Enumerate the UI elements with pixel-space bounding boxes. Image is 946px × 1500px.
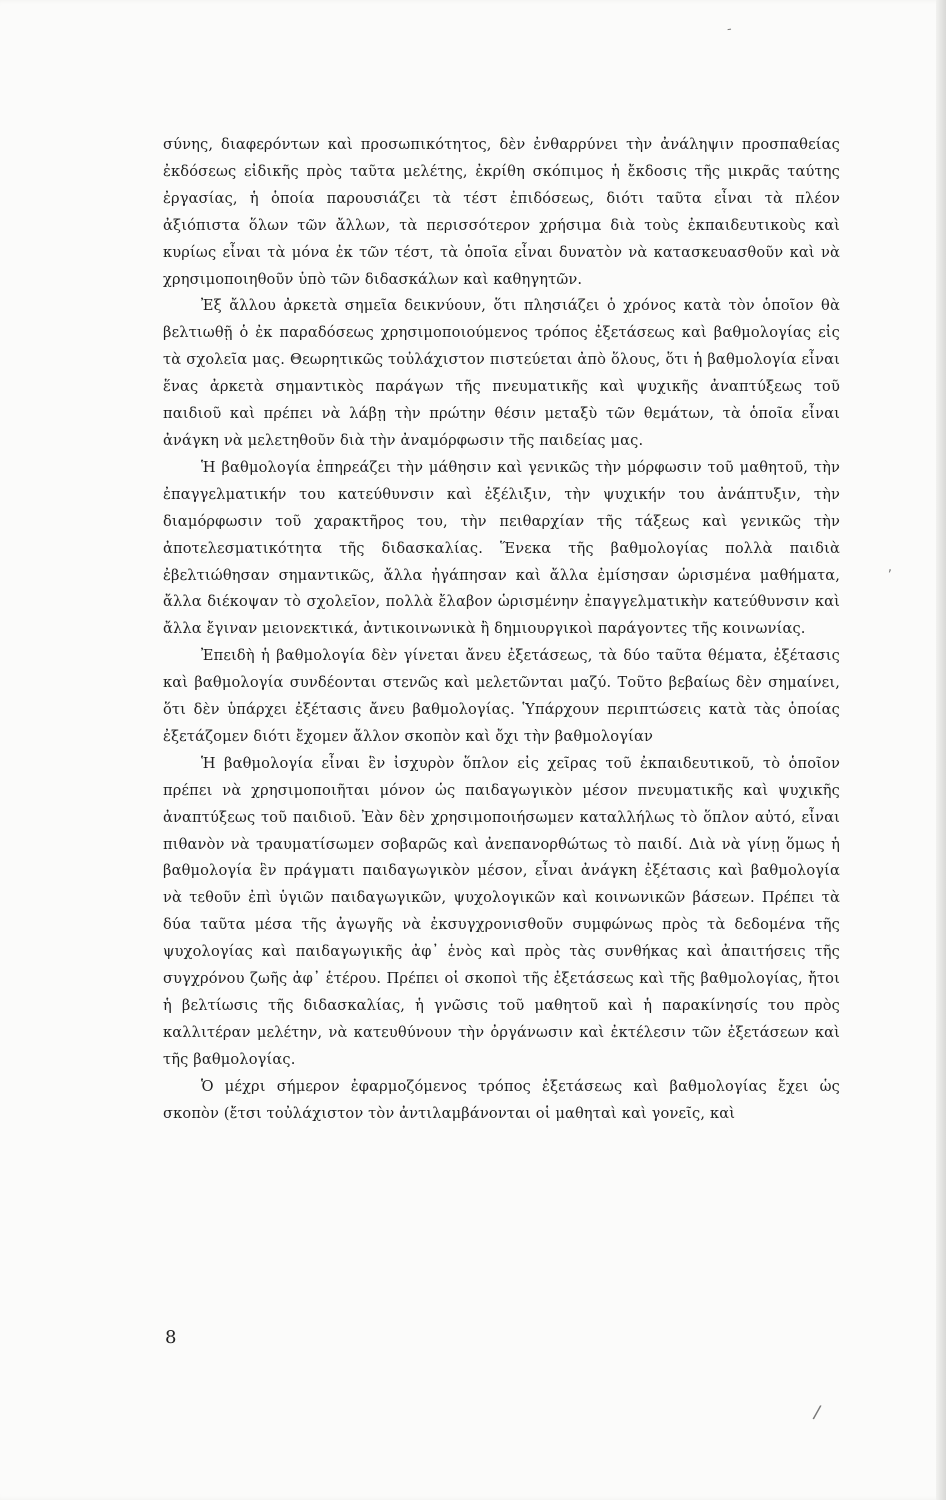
side-margin-mark: , [887, 560, 892, 575]
page-edge-shadow [936, 0, 946, 1500]
top-margin-mark: - [726, 21, 734, 38]
paragraph-4: Ἐπειδὴ ἡ βαθμολογία δὲν γίνεται ἄνευ ἐξετάσεως, τὰ δύο ταῦτα θέματα, ἐξέτασις καὶ βαθμολογία συνδέονται στενῶς καὶ μελετῶνται μαζύ. Τοῦτο βεβαίως δὲν σημαίνει, ὅτι δὲν ὑπάρχει ἐξέτασις ἄνευ βαθμολογίας. Ὑπάρχουν περιπτώσεις κατὰ τὰς ὁποίας ἐξετάζομεν διότι ἔχομεν ἄλλον σκοπὸν καὶ ὄχι τὴν βαθμολογίαν [163, 647, 840, 745]
paragraph-2: Ἐξ ἄλλου ἀρκετὰ σημεῖα δεικνύουν, ὅτι πλησιάζει ὁ χρόνος κατὰ τὸν ὁποῖον θὰ βελτιωθῇ ὁ ἐκ παραδόσεως χρησιμοποιούμενος τρόπος ἐξετάσεως καὶ βαθμολογίας εἰς τὰ σχολεῖα μας. Θεωρητικῶς τοὐλάχιστον πιστεύεται ἀπὸ ὅλους, ὅτι ἡ βαθμολογία εἶναι ἕνας ἀρκετὰ σημαντικὸς παράγων τῆς πνευματικῆς καὶ ψυχικῆς ἀναπτύξεως τοῦ παιδιοῦ καὶ πρέπει νὰ λάβῃ τὴν πρώτην θέσιν μεταξὺ τῶν θεμάτων, τὰ ὁποῖα εἶναι ἀνάγκη νὰ μελετηθοῦν διὰ τὴν ἀναμόρφωσιν τῆς παιδείας μας. [163, 297, 840, 449]
body-text [163, 132, 840, 1128]
page-number: 8 [165, 1327, 177, 1348]
paragraph-5: Ἡ βαθμολογία εἶναι ἓν ἰσχυρὸν ὅπλον εἰς χεῖρας τοῦ ἐκπαιδευτικοῦ, τὸ ὁποῖον πρέπει νὰ χρησιμοποιῆται μόνον ὡς παιδαγωγικὸν μέσον πνευματικῆς καὶ ψυχικῆς ἀναπτύξεως τοῦ παιδιοῦ. Ἐὰν δὲν χρησιμοποιήσωμεν καταλλήλως τὸ ὅπλον αὐτό, εἶναι πιθανὸν νὰ τραυματίσωμεν σοβαρῶς καὶ ἀνεπανορθώτως τὸ παιδί. Διὰ νὰ γίνῃ ὅμως ἡ βαθμολογία ἓν πράγματι παιδαγωγικὸν μέσον, εἶναι ἀνάγκη ἐξέτασις καὶ βαθμολογία νὰ τεθοῦν ἐπὶ ὑγιῶν παιδαγωγικῶν, ψυχολογικῶν καὶ κοινωνικῶν βάσεων. Πρέπει τὰ δύα ταῦτα μέσα τῆς ἀγωγῆς νὰ ἐκσυγχρονισθοῦν συμφώνως πρὸς τὰ δεδομένα τῆς ψυχολογίας καὶ παιδαγωγικῆς ἀφ᾿ ἑνὸς καὶ πρὸς τὰς συνθήκας καὶ ἀπαιτήσεις τῆς συγχρόνου ζωῆς ἀφ᾿ ἑτέρου. Πρέπει οἱ σκοποὶ τῆς ἐξετάσεως καὶ τῆς βαθμολογίας, ἤτοι ἡ βελτίωσις τῆς διδασκαλίας, ἡ γνῶσις τοῦ μαθητοῦ καὶ ἡ παρακίνησίς του πρὸς καλλιτέραν μελέτην, νὰ κατευθύνουν τὴν ὀργάνωσιν καὶ ἐκτέλεσιν τῶν ἐξετάσεων καὶ τῆς βαθμολογίας. [163, 754, 840, 1068]
paragraph-6: Ὁ μέχρι σήμερον ἐφαρμοζόμενος τρόπος ἐξετάσεως καὶ βαθμολογίας ἔχει ὡς σκοπὸν (ἔτσι τοὐλάχιστον τὸν ἀντιλαμβάνονται οἱ μαθηταὶ καὶ γονεῖς, καὶ [163, 1077, 840, 1122]
paragraph-3: Ἡ βαθμολογία ἐπηρεάζει τὴν μάθησιν καὶ γενικῶς τὴν μόρφωσιν τοῦ μαθητοῦ, τὴν ἐπαγγελματικήν του κατεύθυνσιν καὶ ἐξέλιξιν, τὴν ψυχικήν του ἀνάπτυξιν, τὴν διαμόρφωσιν τοῦ χαρακτῆρος του, τὴν πειθαρχίαν τῆς τάξεως καὶ γενικῶς τὴν ἀποτελεσματικότητα τῆς διδασκαλίας. Ἕνεκα τῆς βαθμολογίας πολλὰ παιδιὰ ἐβελτιώθησαν σημαντικῶς, ἄλλα ἠγάπησαν καὶ ἄλλα ἐμίσησαν ὡρισμένα μαθήματα, ἄλλα διέκοψαν τὸ σχολεῖον, πολλὰ ἔλαβον ὡρισμένην ἐπαγγελματικὴν κατεύθυνσιν καὶ ἄλλα ἔγιναν μειονεκτικά, ἀντικοινωνικὰ ἢ δημιουργικοὶ παράγοντες τῆς κοινωνίας. [163, 458, 840, 638]
bottom-margin-mark: / [811, 1401, 823, 1424]
paragraph-1: σύνης, διαφερόντων καὶ προσωπικότητος, δὲν ἐνθαρρύνει τὴν ἀνάληψιν προσπαθείας ἐκδόσεως εἰδικῆς πρὸς ταῦτα μελέτης, ἐκρίθη σκόπιμος ἡ ἔκδοσις τῆς μικρᾶς ταύτης ἐργασίας, ἡ ὁποία παρουσιάζει τὰ τέστ ἐπιδόσεως, διότι ταῦτα εἶναι τὰ πλέον ἀξιόπιστα ὅλων τῶν ἄλλων, τὰ περισσότερον χρήσιμα διὰ τοὺς ἐκπαιδευτικοὺς καὶ κυρίως εἶναι τὰ μόνα ἐκ τῶν τέστ, τὰ ὁποῖα εἶναι δυνατὸν νὰ κατασκευασθοῦν καὶ νὰ χρησιμοποιηθοῦν ὑπὸ τῶν διδασκάλων καὶ καθηγητῶν. [163, 136, 840, 288]
